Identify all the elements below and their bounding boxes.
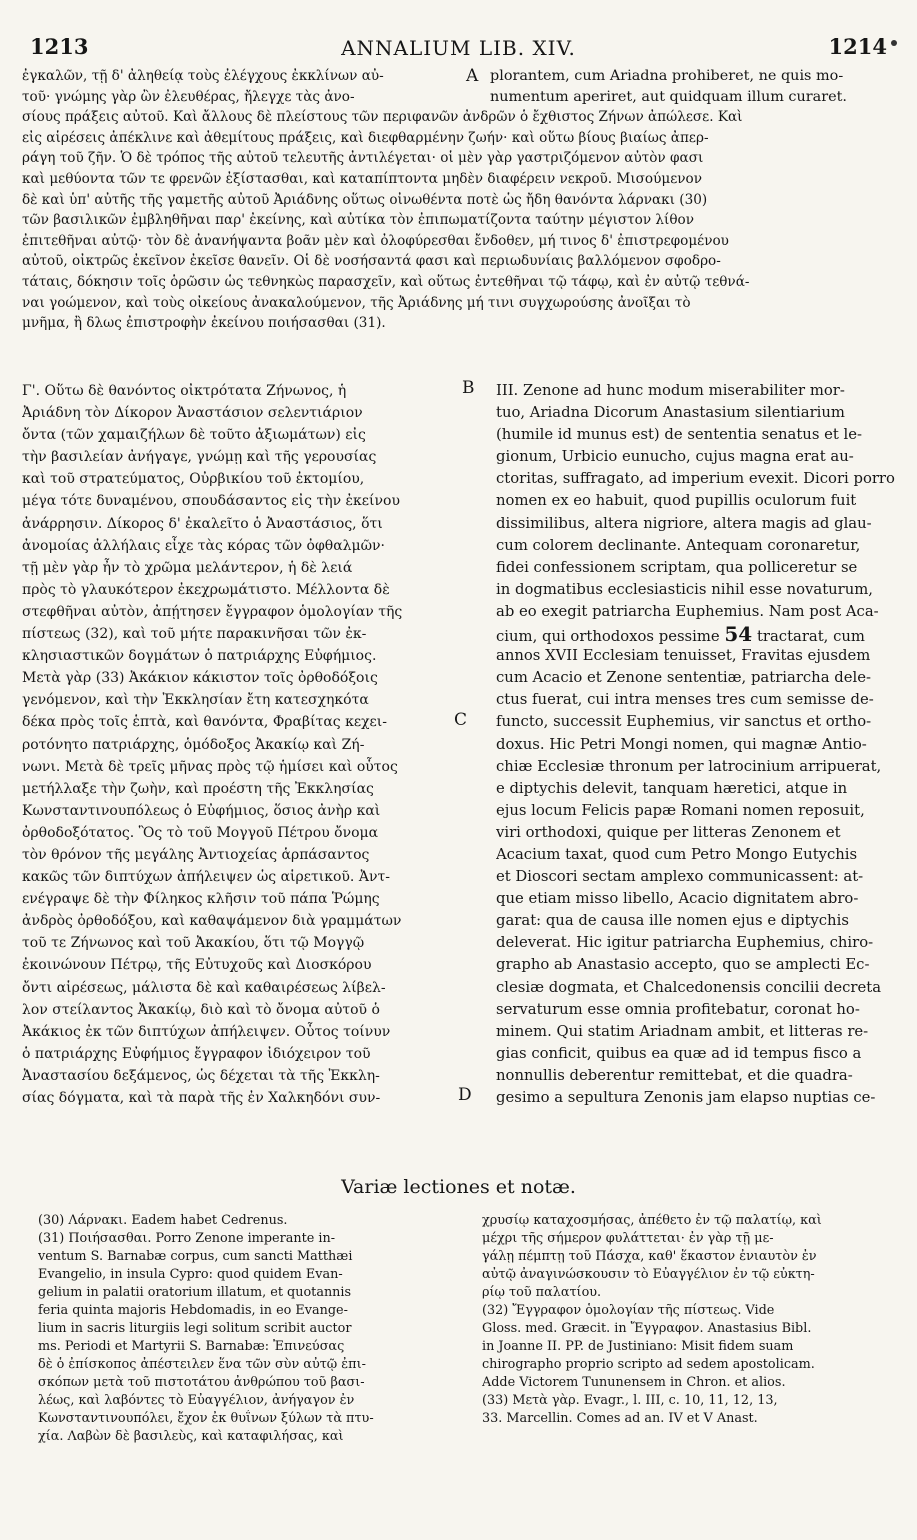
note-line: λέως, καὶ λαβόντες τὸ Εὐαγγέλιον, ἀνήγαγον ἐν xyxy=(38,1393,355,1408)
latin-text: cium, qui orthodoxos pessime xyxy=(496,628,720,646)
note-line: 33. Marcellin. Comes ad an. IV et V Anast. xyxy=(482,1411,758,1426)
greek-line: ενέγραψε δὲ τὴν Φίληκος κλῆσιν τοῦ πάπα Ῥώμης xyxy=(22,891,380,908)
latin-line: ab eo exegit patriarcha Euphemius. Nam post Aca- xyxy=(496,602,879,620)
text-line: τῶν βασιλικῶν ἐμβληθῆναι παρ' ἐκείνης, καὶ αὐτίκα τὸν ἐπιπωματίζοντα ταύτην μέγιστον λίθον xyxy=(22,212,694,229)
latin-line: grapho ab Anastasio accepto, quo se amplecti Ec- xyxy=(496,956,870,974)
note-line: (33) Μετὰ γὰρ. Evagr., l. III, c. 10, 11, 12, 13, xyxy=(482,1393,778,1408)
latin-line: gionum, Urbicio eunucho, cujus magna erat au- xyxy=(496,448,854,466)
notes-left-column xyxy=(38,1212,456,1446)
greek-line: Γ'. Οὕτω δὲ θανόντος οἰκτρότατα Ζήνωνος, ἡ xyxy=(22,383,347,399)
notes-right-column xyxy=(482,1212,900,1428)
greek-line: δέκα πρὸς τοῖς ἑπτὰ, καὶ θανόντα, Φραβίτας κεχει- xyxy=(22,714,388,731)
latin-text: plorantem, cum Ariadna prohiberet, ne quis mo- xyxy=(490,68,844,84)
note-line: Κωνσταντινουπόλει, ἔχον ἐκ θυΐνων ξύλων τὰ πτυ- xyxy=(38,1411,374,1426)
notes-heading: Variæ lectiones et notæ. xyxy=(341,1176,576,1198)
greek-line: Κωνσταντινουπόλεως ὁ Εὐφήμιος, ὅσιος ἀνὴρ καὶ xyxy=(22,802,381,819)
running-header xyxy=(30,34,887,62)
running-title: ANNALIUM LIB. XIV. xyxy=(341,36,576,60)
ink-speck xyxy=(891,40,897,46)
greek-line: πρὸς τὸ γλαυκότερον ἐκεχρωμάτιστο. Μέλλοντα δὲ xyxy=(22,581,390,598)
latin-line: Acacium taxat, quod cum Petro Mongo Eutychis xyxy=(496,845,858,863)
note-line: γάλῃ πέμπτῃ τοῦ Πάσχα, καθ' ἕκαστον ἐνιαυτὸν ἐν xyxy=(482,1249,817,1264)
latin-line: que etiam misso libello, Acacio dignitatem abro- xyxy=(496,890,859,908)
margin-letter-a: A xyxy=(466,66,479,86)
latin-column xyxy=(496,380,896,1109)
text-line: ἐπιτεθῆναι αὐτῷ· τὸν δὲ ἀνανήψαντα βοᾶν μὲν καὶ ὀλοφύρεσθαι ἔνδοθεν, μή τινος δ' ἐπιστρεφομένου xyxy=(22,232,729,249)
greek-line: στεφθῆναι αὐτὸν, ἀπῄτησεν ἔγγραφον ὁμολογίαν τῆς xyxy=(22,603,403,620)
top-text-block xyxy=(22,66,884,334)
latin-line: viri orthodoxi, quique per litteras Zenonem et xyxy=(496,823,841,841)
latin-line: ejus locum Felicis papæ Romani nomen reposuit, xyxy=(496,801,865,819)
text-line: ναι γοώμενον, καὶ τοὺς οἰκείους ἀνακαλούμενον, τῆς Ἀριάδνης μή τινι συγχωρούσης ἀνοῖξαι τὸ xyxy=(22,294,691,311)
latin-line: annos XVII Ecclesiam tenuisset, Fravitas ejusdem xyxy=(496,647,871,665)
greek-line: Ἀκάκιος ἐκ τῶν διπτύχων ἀπήλειψεν. Οὗτος τοίνυν xyxy=(22,1023,391,1040)
greek-line: μετήλλαξε τὴν ζωὴν, καὶ προέστη τῆς Ἐκκλησίας xyxy=(22,780,374,797)
latin-line: e diptychis delevit, tanquam hæretici, atque in xyxy=(496,779,848,797)
note-line: μέχρι τῆς σήμερον φυλάττεται· ἐν γὰρ τῇ με- xyxy=(482,1231,774,1246)
greek-line: ὀρθοδοξότατος. Ὃς τὸ τοῦ Μογγοῦ Πέτρου ὄνομα xyxy=(22,824,379,841)
latin-text: numentum aperiret, aut quidquam illum curaret. xyxy=(490,88,847,105)
note-line: αὐτῷ ἀναγινώσκουσιν τὸ Εὐαγγέλιον ἐν τῷ εὐκτη- xyxy=(482,1267,815,1282)
note-line: Evangelio, in insula Cypro: quod quidem Evan- xyxy=(38,1267,343,1282)
note-line: (30) Λάρνακι. Eadem habet Cedrenus. xyxy=(38,1213,288,1228)
latin-line: in dogmatibus ecclesiasticis nihil esse novaturum, xyxy=(496,580,874,598)
note-line: lium in sacris liturgiis legi solitum scribit auctor xyxy=(38,1321,352,1336)
text-line: καὶ μεθύοντα τῶν τε φρενῶν ἐξίστασθαι, καὶ καταπίπτοντα μηδὲν διαφέρειν νεκροῦ. Μισούμενον xyxy=(22,170,702,187)
greek-line: Ἀναστασίου δεξάμενος, ὡς δέχεται τὰ τῆς Ἐκκλη- xyxy=(22,1067,380,1084)
greek-line: ροτόνητο πατριάρχης, ὁμόδοξος Ἀκακίῳ καὶ Ζή- xyxy=(22,736,365,753)
mixed-line xyxy=(22,87,884,108)
text-line: μνῆμα, ἢ δλως ἐπιστροφὴν ἐκείνου ποιήσασθαι (31). xyxy=(22,315,386,332)
latin-line: cum colorem declinante. Antequam coronaretur, xyxy=(496,536,861,554)
latin-line: III. Zenone ad hunc modum miserabiliter mor- xyxy=(496,382,845,399)
greek-line: τὸν θρόνον τῆς μεγάλης Ἀντιοχείας ἁρπάσαντος xyxy=(22,846,370,863)
latin-line: ctoritas, suffragato, ad imperium evexit. Dicori porro xyxy=(496,470,895,488)
margin-letter-d: D xyxy=(458,1085,472,1105)
column-number-marker: 54 xyxy=(724,623,753,646)
greek-line: τοῦ τε Ζήνωνος καὶ τοῦ Ἀκακίου, ὅτι τῷ Μογγῷ xyxy=(22,935,365,952)
latin-line: cum Acacio et Zenone sententiæ, patriarcha dele- xyxy=(496,669,871,687)
latin-line: clesiæ dogmata, et Chalcedonensis concilii decreta xyxy=(496,978,882,996)
latin-line: dissimilibus, altera nigriore, altera magis ad glau- xyxy=(496,514,872,532)
latin-line: functo, successit Euphemius, vir sanctus et ortho- xyxy=(496,713,872,731)
page-number-right: 1214 xyxy=(828,34,887,59)
note-line: Adde Victorem Tununensem in Chron. et alios. xyxy=(482,1375,786,1390)
text-line: ράγη τοῦ ζῆν. Ὁ δὲ τρόπος τῆς αὐτοῦ τελευτῆς ἀντιλέγεται· οἱ μὲν γὰρ γαστριζόμενον αὐτὸν φασι xyxy=(22,150,704,167)
latin-line: servaturum esse omnia profitebatur, coronat ho- xyxy=(496,1000,860,1018)
note-line: ventum S. Barnabæ corpus, cum sancti Matthæi xyxy=(38,1249,353,1264)
note-line: χρυσίῳ καταχοσμήσας, ἀπέθετο ἐν τῷ παλατίῳ, καὶ xyxy=(482,1213,822,1228)
latin-line: et Dioscori sectam amplexo communicassent: at- xyxy=(496,868,864,886)
greek-line: Ἀριάδνη τὸν Δίκορον Ἀναστάσιον σελεντιάριον xyxy=(22,405,363,422)
greek-line: τῇ μὲν γὰρ ἦν τὸ χρῶμα μελάντερον, ἡ δὲ λειά xyxy=(22,559,353,576)
greek-line: καὶ τοῦ στρατεύματος, Οὐρβικίου τοῦ ἐκτομίου, xyxy=(22,471,365,488)
latin-line: nomen ex eo habuit, quod pupillis oculorum fuit xyxy=(496,492,857,510)
text-line: σίους πράξεις αὐτοῦ. Καὶ ἄλλους δὲ πλείστους τῶν περιφανῶν ἀνδρῶν ὁ ἔχθιστος Ζήνων ἀπώλεσε. Καὶ xyxy=(22,109,743,126)
greek-line: νωνι. Μετὰ δὲ τρεῖς μῆνας πρὸς τῷ ἡμίσει καὶ οὗτος xyxy=(22,758,398,775)
note-line: (31) Ποιήσασθαι. Porro Zenone imperante in- xyxy=(38,1231,336,1246)
latin-line: garat: qua de causa ille nomen ejus e diptychis xyxy=(496,912,849,930)
greek-line: ὄντι αἱρέσεως, μάλιστα δὲ καὶ καθαιρέσεως λίβελ- xyxy=(22,979,386,996)
note-line: chirographo proprio scripto ad sedem apostolicam. xyxy=(482,1357,815,1372)
note-line: δὲ ὁ ἐπίσκοπος ἀπέστειλεν ἕνα τῶν σὺν αὐτῷ ἐπι- xyxy=(38,1357,366,1372)
note-line: ms. Periodi et Martyrii S. Barnabæ: Ἐπινεύσας xyxy=(38,1339,345,1354)
text-line: εἰς αἱρέσεις ἀπέκλινε καὶ ἀθεμίτους πράξεις, καὶ διεφθαρμένην ζωήν· καὶ οὕτω βίους βιαίως ἀπερ- xyxy=(22,129,709,146)
latin-line: minem. Qui statim Ariadnam ambit, et litteras re- xyxy=(496,1022,869,1040)
latin-line: deleverat. Hic igitur patriarcha Euphemius, chiro- xyxy=(496,934,874,952)
latin-line xyxy=(496,623,896,645)
greek-column xyxy=(22,380,460,1109)
greek-line: ὄντα (τῶν χαμαιζήλων δὲ τοῦτο ἀξιωμάτων) εἰς xyxy=(22,427,366,444)
greek-line: ἐκοινώνουν Πέτρῳ, τῆς Εὐτυχοῦς καὶ Διοσκόρου xyxy=(22,957,372,974)
greek-text: ἐγκαλῶν, τῇ δ' ἀληθείᾳ τοὺς ἐλέγχους ἐκκλίνων αὐ- xyxy=(22,68,384,84)
latin-line: chiæ Ecclesiæ thronum per latrocinium arripuerat, xyxy=(496,757,882,775)
latin-line: ctus fuerat, cui intra menses tres cum semisse de- xyxy=(496,691,874,709)
latin-line: fidei confessionem scriptam, qua polliceretur se xyxy=(496,558,858,576)
latin-line: doxus. Hic Petri Mongi nomen, qui magnæ Antio- xyxy=(496,735,867,753)
note-line: ρίῳ τοῦ παλατίου. xyxy=(482,1285,602,1300)
greek-line: τὴν βασιλείαν ἀνήγαγε, γνώμῃ καὶ τῆς γερουσίας xyxy=(22,449,377,466)
note-line: Gloss. med. Græcit. in Ἔγγραφον. Anastasius Bibl. xyxy=(482,1321,812,1336)
note-line: feria quinta majoris Hebdomadis, in eo Evange- xyxy=(38,1303,348,1318)
greek-line: Μετὰ γὰρ (33) Ἀκάκιον κάκιστον τοῖς ὀρθοδόξοις xyxy=(22,670,378,687)
note-line: (32) Ἔγγραφον ὁμολογίαν τῆς πίστεως. Vide xyxy=(482,1303,775,1318)
greek-line: ἀνάρρησιν. Δίκορος δ' ἐκαλεῖτο ὁ Ἀναστάσιος, ὅτι xyxy=(22,515,383,532)
greek-line: ἀνομοίας ἀλλήλαις εἶχε τὰς κόρας τῶν ὀφθαλμῶν· xyxy=(22,537,386,554)
note-line: gelium in palatii oratorium illatum, et quotannis xyxy=(38,1285,352,1300)
text-line: δὲ καὶ ὑπ' αὐτῆς τῆς γαμετῆς αὐτοῦ Ἀριάδνης οὕτως οἰνωθέντα ποτὲ ὡς ἤδη θανόντα λάρνακι (30) xyxy=(22,191,708,208)
latin-line: gias conficit, quibus ea quæ ad id tempus fisco a xyxy=(496,1044,862,1062)
greek-line: λον στείλαντος Ἀκακίῳ, διὸ καὶ τὸ ὄνομα αὐτοῦ ὁ xyxy=(22,1001,380,1018)
note-line: in Joanne II. PP. de Justiniano: Misit fidem suam xyxy=(482,1339,794,1354)
page-number-left: 1213 xyxy=(30,34,89,59)
greek-line: κακῶς τῶν διπτύχων ἀπήλειψεν ὡς αἱρετικοῦ. Ἀντ- xyxy=(22,869,390,886)
latin-line: tuo, Ariadna Dicorum Anastasium silentiarium xyxy=(496,404,845,422)
greek-line: μέγα τότε δυναμένου, σπουδάσαντος εἰς τὴν ἐκείνου xyxy=(22,493,400,510)
text-line: αὐτοῦ, οἰκτρῶς ἐκεῖνον ἐκεῖσε θανεῖν. Οἱ δὲ νοσήσαντά φασι καὶ περιωδυνίαις βαλλόμενον σφοδρο- xyxy=(22,253,721,270)
latin-line: nonnullis deberentur remittebat, et die quadra- xyxy=(496,1066,853,1084)
latin-line: gesimo a sepultura Zenonis jam elapso nuptias ce- xyxy=(496,1089,876,1106)
greek-line: πίστεως (32), καὶ τοῦ μήτε παρακινῆσαι τῶν ἐκ- xyxy=(22,626,367,643)
greek-line: κλησιαστικῶν δογμάτων ὁ πατριάρχης Εὐφήμιος. xyxy=(22,648,377,665)
mixed-line xyxy=(22,66,884,87)
note-line: χία. Λαβὼν δὲ βασιλεὺς, καὶ καταφιλήσας, καὶ xyxy=(38,1429,344,1444)
margin-letter-b: B xyxy=(462,378,475,398)
greek-line: σίας δόγματα, καὶ τὰ παρὰ τῆς ἐν Χαλκηδόνι συν- xyxy=(22,1090,381,1106)
greek-line: γενόμενον, καὶ τὴν Ἐκκλησίαν ἔτη κατεσχηκότα xyxy=(22,692,369,709)
greek-line: ὁ πατριάρχης Εὐφήμιος ἔγγραφον ἰδιόχειρον τοῦ xyxy=(22,1045,371,1062)
text-line: τάταις, δόκησιν τοῖς ὁρῶσιν ὡς τεθνηκὼς παρασχεῖν, καὶ οὕτως ἐντεθῆναι τῷ τάφῳ, καὶ ἐν αὐτῷ τεθνά- xyxy=(22,273,750,290)
latin-line: (humile id munus est) de sententia senatus et le- xyxy=(496,426,863,444)
greek-text: τοῦ· γνώμης γὰρ ὢν ἐλευθέρας, ἤλεγχε τὰς ἀνο- xyxy=(22,88,355,105)
two-column-body xyxy=(22,378,895,1170)
note-line: σκόπων μετὰ τοῦ πιστοτάτου ἀνθρώπου τοῦ βασι- xyxy=(38,1375,365,1390)
latin-text: tractarat, cum xyxy=(752,628,865,646)
margin-letter-c: C xyxy=(454,710,468,730)
greek-line: ἀνδρὸς ὀρθοδόξου, καὶ καθαψάμενον διὰ γραμμάτων xyxy=(22,913,402,930)
